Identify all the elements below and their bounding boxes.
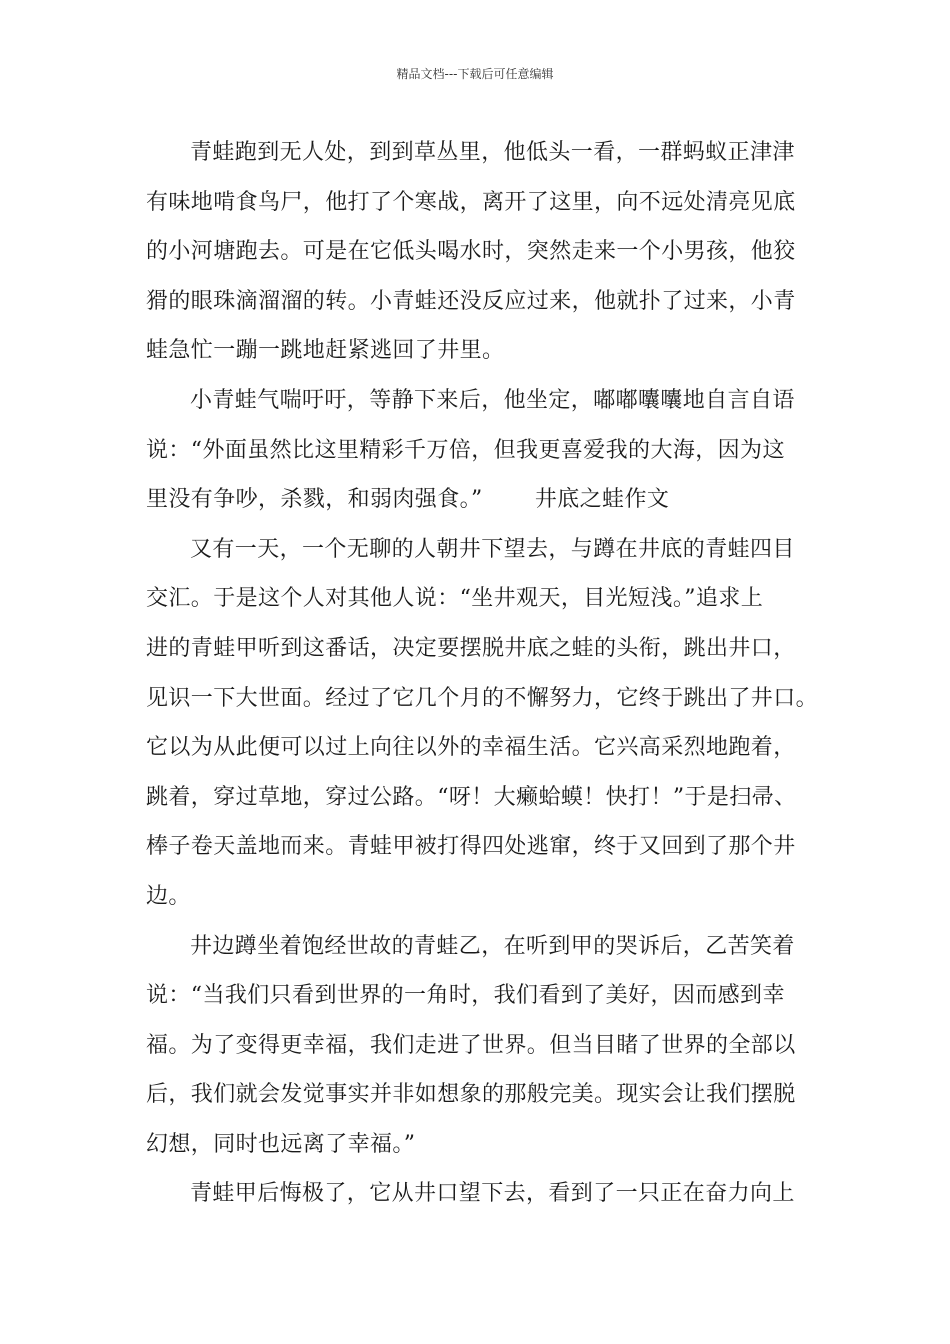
text-line: 后，我们就会发觉事实并非如想象的那般完美。现实会让我们摆脱 [146, 1082, 796, 1108]
page-header: 精品文档---下载后可任意编辑 [396, 67, 554, 81]
text-line: 青蛙跑到无人处，到到草丛里，他低头一看，一群蚂蚁正津津 [190, 140, 795, 165]
text-line: 交汇。于是这个人对其他人说：“坐井观天，目光短浅。”追求上 [146, 586, 764, 612]
text-line: 跳着，穿过草地，穿过公路。“呀！大癞蛤蟆！快打！”于是扫帚、 [146, 784, 797, 810]
text-line: 它以为从此便可以过上向往以外的幸福生活。它兴高采烈地跑着， [146, 735, 796, 761]
text-line: 进的青蛙甲听到这番话，决定要摆脱井底之蛙的头衔，跳出井口， [146, 635, 796, 661]
text-line: 说：“当我们只看到世界的一角时，我们看到了美好，因而感到幸 [146, 983, 785, 1009]
text-line: 的小河塘跑去。可是在它低头喝水时，突然走来一个小男孩，他狡 [146, 239, 796, 265]
text-line: 蛙急忙一蹦一跳地赶紧逃回了井里。 [146, 338, 505, 364]
text-line: 见识一下大世面。经过了它几个月的不懈努力，它终于跳出了井口。 [146, 685, 819, 711]
text-line: 小青蛙气喘吁吁，等静下来后，他坐定，嘟嘟囔囔地自言自语 [190, 387, 795, 413]
text-line: 有味地啃食鸟尸，他打了个寒战，离开了这里，向不远处清亮见底 [146, 189, 796, 215]
text-line: 青蛙甲后悔极了，它从井口望下去，看到了一只正在奋力向上 [190, 1181, 795, 1207]
text-line: 福。为了变得更幸福，我们走进了世界。但当目睹了世界的全部以 [146, 1032, 796, 1058]
text-line: 幻想，同时也远离了幸福。” [146, 1131, 416, 1157]
text-line: 棒子卷天盖地而来。青蛙甲被打得四处逃窜，终于又回到了那个井 [146, 834, 796, 860]
text-line: 边。 [146, 883, 191, 909]
document-body [146, 128, 826, 1219]
text-line: 又有一天，一个无聊的人朝井下望去，与蹲在井底的青蛙四目 [190, 536, 795, 562]
text-line: 井边蹲坐着饱经世故的青蛙乙，在听到甲的哭诉后，乙苦笑着 [190, 933, 795, 959]
text-line: 猾的眼珠滴溜溜的转。小青蛙还没反应过来，他就扑了过来，小青 [146, 288, 796, 314]
text-line: 里没有争吵，杀戮，和弱肉强食。” 井底之蛙作文 [146, 487, 670, 513]
text-line: 说：“外面虽然比这里精彩千万倍，但我更喜爱我的大海，因为这 [146, 437, 785, 463]
